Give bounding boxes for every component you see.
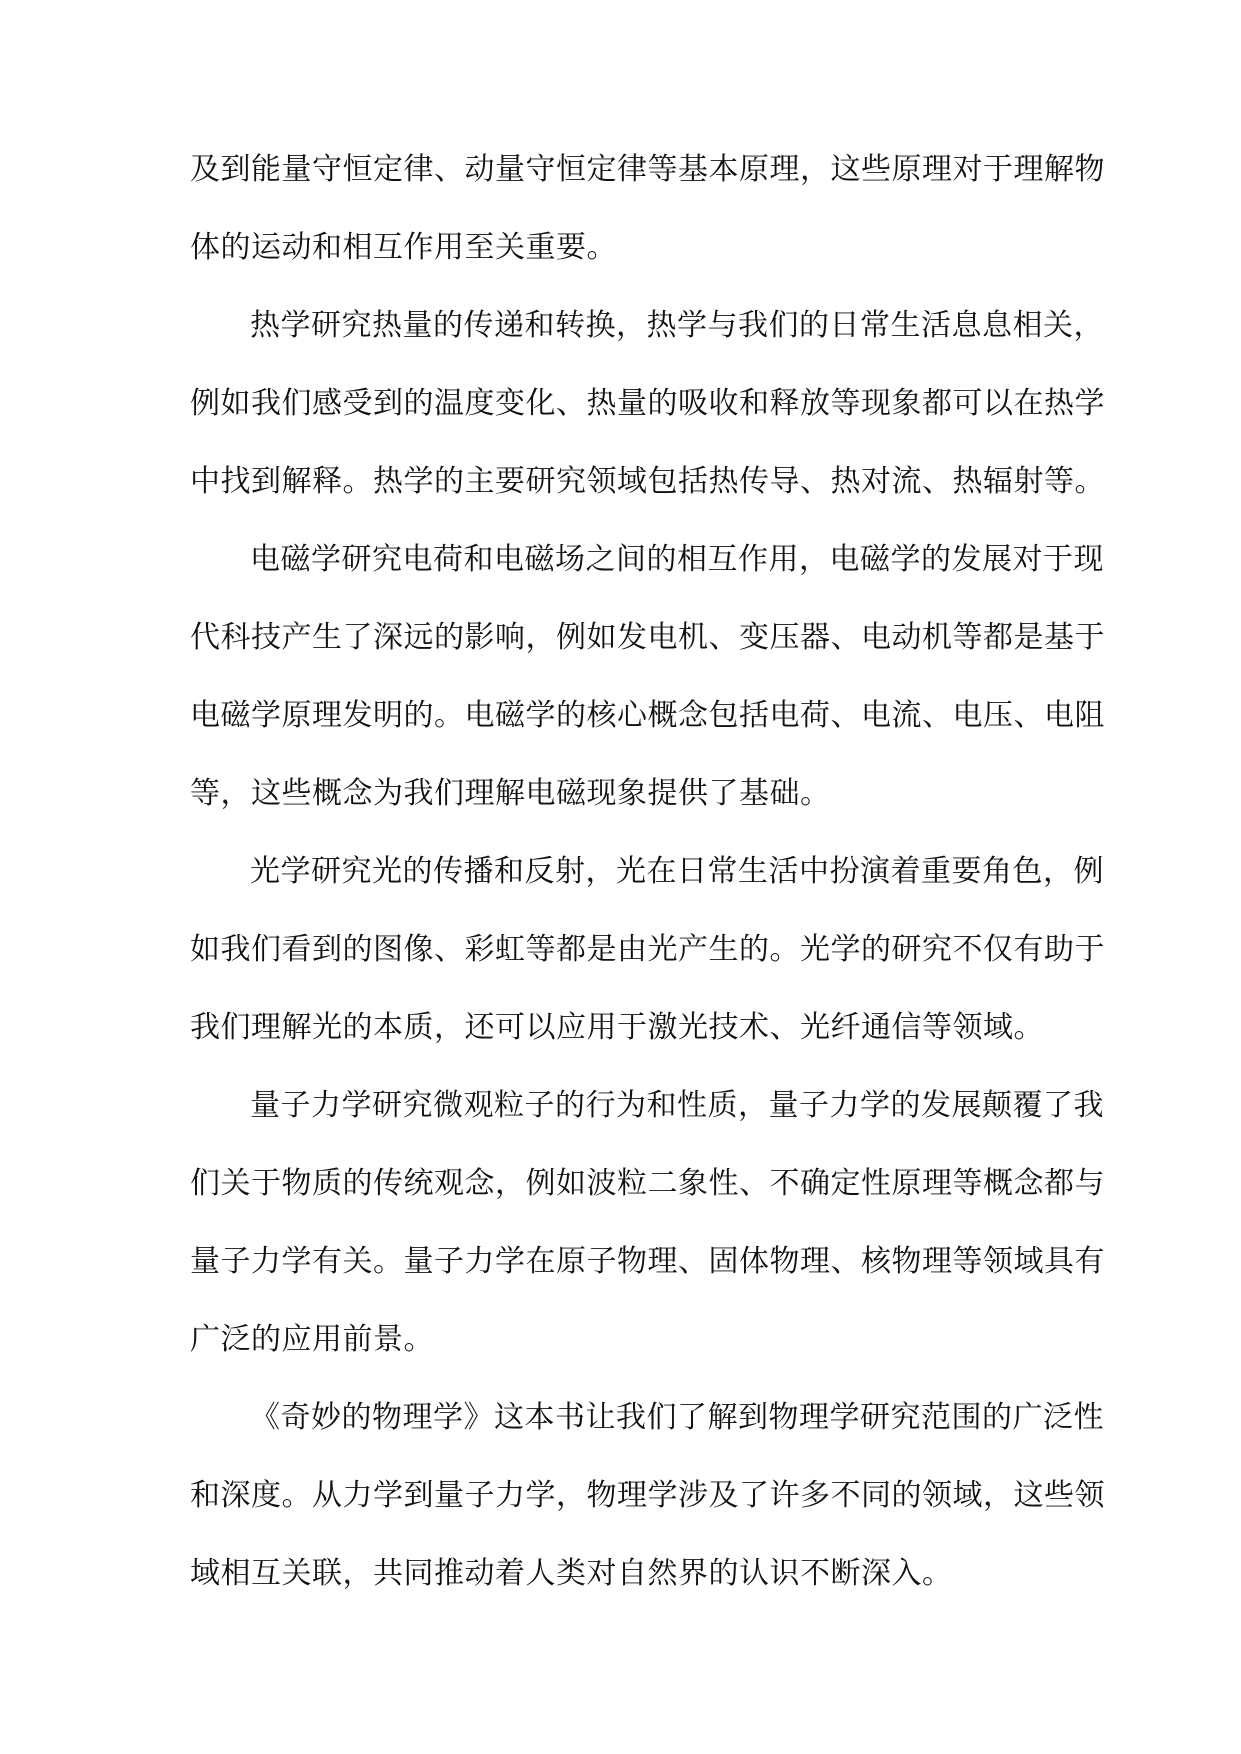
text-line: 量子力学有关。量子力学在原子物理、固体物理、核物理等领域具有 xyxy=(190,1244,1105,1279)
text-line: 及到能量守恒定律、动量守恒定律等基本原理，这些原理对于理解物 xyxy=(190,152,1105,187)
text-line: 代科技产生了深远的影响，例如发电机、变压器、电动机等都是基于 xyxy=(190,620,1105,655)
text-line: 广泛的应用前景。 xyxy=(190,1322,434,1357)
text-line: 域相互关联，共同推动着人类对自然界的认识不断深入。 xyxy=(190,1556,953,1591)
text-line: 我们理解光的本质，还可以应用于激光技术、光纤通信等领域。 xyxy=(190,1010,1044,1045)
paragraph-start-line: 《奇妙的物理学》这本书让我们了解到物理学研究范围的广泛性 xyxy=(250,1400,1104,1435)
paragraph-start-line: 热学研究热量的传递和转换，热学与我们的日常生活息息相关， xyxy=(250,308,1104,343)
paragraph-start-line: 量子力学研究微观粒子的行为和性质，量子力学的发展颠覆了我 xyxy=(250,1088,1104,1123)
text-line: 和深度。从力学到量子力学，物理学涉及了许多不同的领域，这些领 xyxy=(190,1478,1105,1513)
paragraph-start-line: 电磁学研究电荷和电磁场之间的相互作用，电磁学的发展对于现 xyxy=(250,542,1104,577)
text-line: 中找到解释。热学的主要研究领域包括热传导、热对流、热辐射等。 xyxy=(190,464,1105,499)
text-line: 们关于物质的传统观念，例如波粒二象性、不确定性原理等概念都与 xyxy=(190,1166,1105,1201)
text-line: 等，这些概念为我们理解电磁现象提供了基础。 xyxy=(190,776,831,811)
text-line: 电磁学原理发明的。电磁学的核心概念包括电荷、电流、电压、电阻 xyxy=(190,698,1105,733)
paragraph-start-line: 光学研究光的传播和反射，光在日常生活中扮演着重要角色，例 xyxy=(250,854,1104,889)
text-line: 如我们看到的图像、彩虹等都是由光产生的。光学的研究不仅有助于 xyxy=(190,932,1105,967)
text-line: 例如我们感受到的温度变化、热量的吸收和释放等现象都可以在热学 xyxy=(190,386,1105,421)
text-line: 体的运动和相互作用至关重要。 xyxy=(190,230,617,265)
